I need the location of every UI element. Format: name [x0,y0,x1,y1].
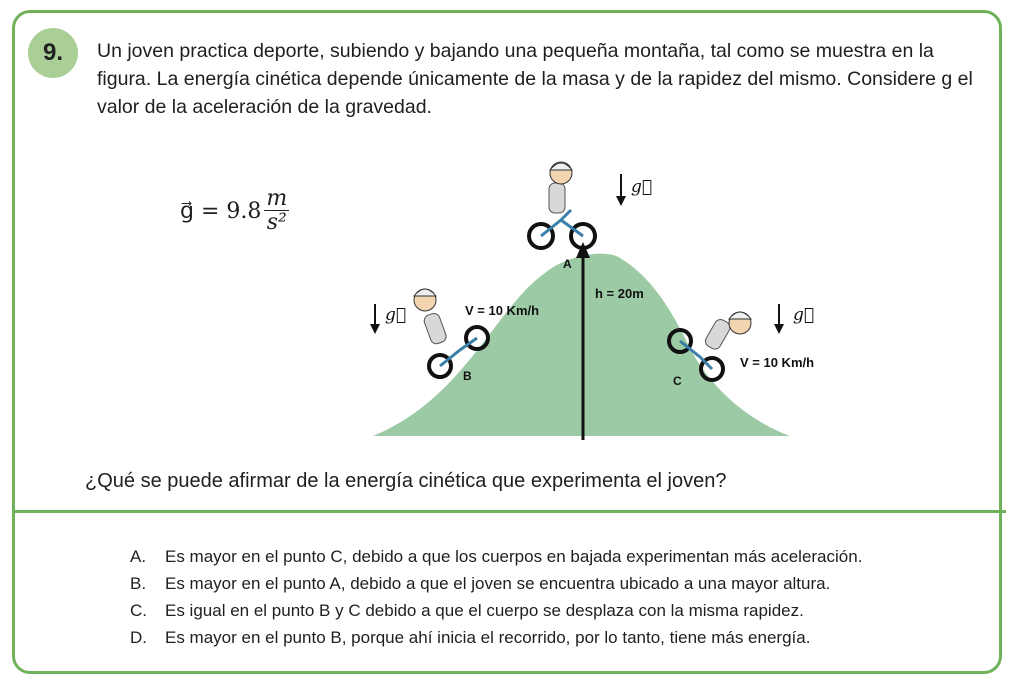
question-stem: Un joven practica deporte, subiendo y bajando una pequeña montaña, tal como se muestra en la figura. La energía cinética depende únicamente de la masa y de la rapidez del mismo. Considere g el valor de la aceleración de la gravedad. [97,40,973,118]
question-number: 9. [42,39,63,66]
formula-lhs: g⃗ = 9.8 [180,199,262,224]
gravity-label-b: g⃗ [385,305,407,325]
formula-denominator: s² [266,210,287,235]
formula-numerator: m [266,186,288,211]
gravity-label-a: g⃗ [631,177,653,197]
question-prompt: ¿Qué se puede afirmar de la energía cinética que experimenta el joven? [85,470,727,492]
point-c-label: C [673,374,682,388]
speed-c-label: V = 10 Km/h [740,355,815,370]
option-letter: A. [130,547,147,566]
option-a[interactable] [130,543,862,570]
option-text: Es mayor en el punto C, debido a que los cuerpos en bajada experimentan más aceleración. [165,547,863,566]
gravity-label-c: g⃗ [793,305,815,325]
mountain-figure [165,148,845,448]
option-b[interactable] [130,570,862,597]
option-c[interactable] [130,597,862,624]
gravity-arrow-b [370,304,380,334]
point-b-label: B [463,369,472,383]
height-label: h = 20m [595,286,644,301]
option-letter: C. [130,601,147,620]
speed-b-label: V = 10 Km/h [465,303,540,318]
question-number-badge [28,28,78,78]
option-letter: B. [130,574,147,593]
option-letter: D. [130,628,147,647]
option-text: Es mayor en el punto B, porque ahí inicia el recorrido, por lo tanto, tiene más energía. [165,628,811,647]
answer-options [130,543,862,651]
point-a-label: A [563,257,572,271]
option-text: Es igual en el punto B y C debido a que el cuerpo se desplaza con la misma rapidez. [165,601,804,620]
option-d[interactable] [130,624,862,651]
option-text: Es mayor en el punto A, debido a que el joven se encuentra ubicado a una mayor altura. [165,574,831,593]
gravity-arrow-c [774,304,784,334]
section-divider [12,510,1006,513]
gravity-arrow-a [616,174,626,206]
cyclist-a [529,162,595,248]
